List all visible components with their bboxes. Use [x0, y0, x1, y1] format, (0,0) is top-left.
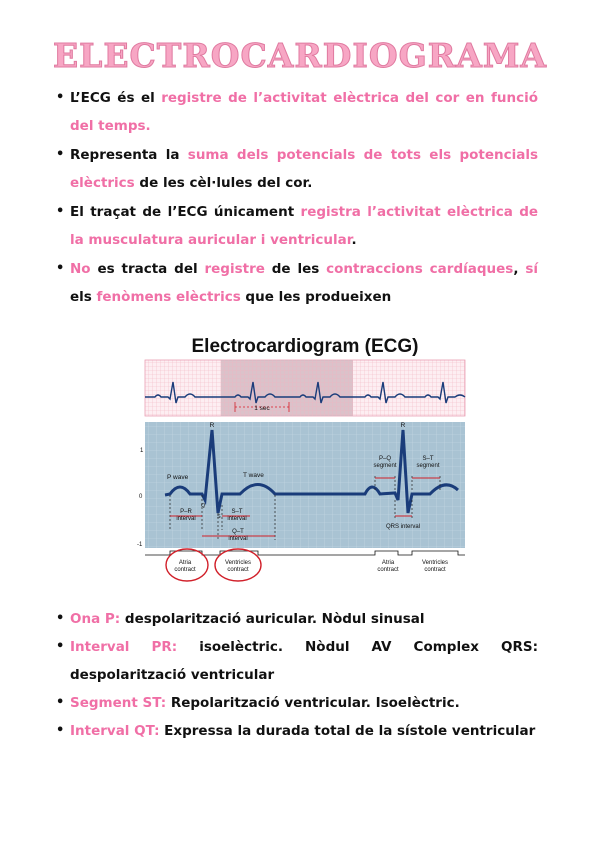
detail-term: Segment ST:	[70, 695, 167, 711]
r-wave-label: R	[400, 422, 406, 429]
intro-bullet	[70, 84, 538, 140]
detail-text: despolarització auricular. Nòdul sinusal	[120, 611, 425, 627]
body-text: El traçat de l’ECG únicament	[70, 204, 301, 220]
pq-segment-label: P–Q segment	[373, 456, 397, 469]
t-wave-label: T wave	[243, 472, 264, 479]
detail-bullet	[70, 633, 538, 689]
st-segment-label: S–T segment	[416, 456, 440, 469]
intro-bullet	[70, 198, 538, 254]
body-text: ,	[513, 261, 526, 277]
detail-bullet	[70, 605, 538, 633]
contraction-timeline	[145, 551, 465, 555]
pr-interval-label: P–R interval	[176, 509, 196, 522]
body-text: els	[70, 289, 97, 305]
detail-text: Repolarització ventricular. Isoelèctric.	[166, 695, 460, 711]
y-tick-label: 0	[139, 494, 143, 500]
detail-text: Expressa la durada total de la sístole ventricular	[159, 723, 536, 739]
page-title: ELECTROCARDIOGRAMA	[53, 36, 547, 75]
q-label: Q	[201, 503, 206, 509]
qt-interval-label: Q–T interval	[228, 529, 248, 542]
intro-bullet	[70, 255, 538, 311]
qrs-interval-label: QRS interval	[385, 524, 421, 530]
body-text: .	[351, 232, 357, 248]
y-tick-label: -1	[137, 542, 143, 548]
detail-bullet	[70, 689, 538, 717]
r-wave-label: R	[209, 422, 215, 429]
highlighted-text: fenòmens elèctrics	[96, 289, 241, 305]
body-text: es tracta del	[90, 261, 205, 277]
detail-bullet	[70, 717, 538, 745]
one-second-label: 1 sec	[254, 405, 270, 412]
intro-bullet-list	[70, 84, 538, 312]
highlighted-text: registre	[204, 261, 265, 277]
ecg-diagram	[137, 330, 470, 580]
detail-text: isoelèctric. Nòdul AV Complex QRS: despolarització ventricular	[70, 639, 538, 683]
body-text: L’ECG és el	[70, 90, 162, 106]
intro-bullet	[70, 141, 538, 197]
body-text: de les cèl·lules del cor.	[134, 175, 313, 191]
body-text: de les	[264, 261, 327, 277]
s-label: S	[217, 514, 221, 520]
ventricles-contract-label: Ventricles contract	[224, 560, 252, 573]
highlighted-text: registre de l’activitat elèctrica del cor en funció del temps.	[70, 90, 538, 134]
highlighted-text: No	[70, 261, 91, 277]
y-tick-label: 1	[140, 448, 144, 454]
body-text: Representa la	[70, 147, 188, 163]
detail-bullet-list	[70, 605, 538, 745]
highlighted-text: contraccions cardíaques	[326, 261, 514, 277]
detail-term: Interval QT:	[70, 723, 160, 739]
ecg-figure	[137, 330, 470, 580]
detail-term: Interval PR:	[70, 639, 178, 655]
highlighted-text: sí	[525, 261, 538, 277]
highlighted-text: registra l’activitat elèctrica de la musculatura auricular i ventricular	[70, 204, 539, 248]
p-wave-label: P wave	[167, 474, 189, 481]
atria-contract-label: Atria contract	[174, 560, 196, 573]
highlighted-text: suma dels potencials de tots els potencials elèctrics	[70, 147, 539, 191]
body-text: que les produeixen	[240, 289, 392, 305]
figure-title: Electrocardiogram (ECG)	[191, 336, 419, 357]
detail-term: Ona P:	[70, 611, 121, 627]
st-interval-label: S–T interval	[227, 509, 247, 522]
atria-contract-label: Atria contract	[377, 560, 399, 573]
ventricles-contract-label: Ventricles contract	[421, 560, 449, 573]
